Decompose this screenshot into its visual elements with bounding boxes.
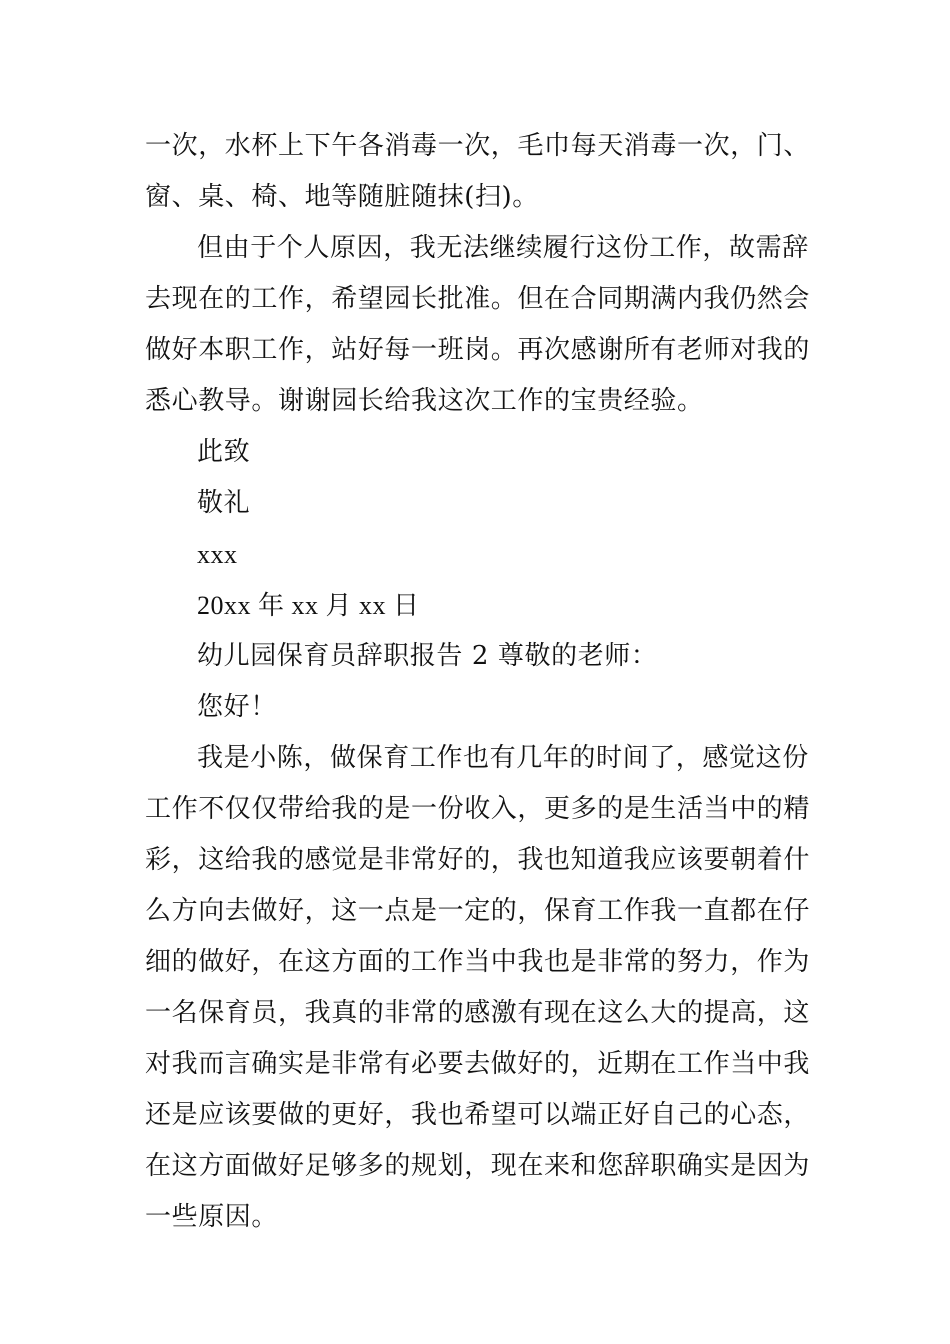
text-line: 工作不仅仅带给我的是一份收入，更多的是生活当中的精 [145, 794, 811, 824]
text-line: 彩，这给我的感觉是非常好的，我也知道我应该要朝着什 [145, 845, 811, 875]
signature-date: 20xx 年 xx 月 xx 日 [197, 591, 420, 620]
text-line: 细的做好，在这方面的工作当中我也是非常的努力，作为 [145, 947, 811, 977]
text-line: 还是应该要做的更好，我也希望可以端正好自己的心态， [145, 1100, 811, 1130]
text-line: 么方向去做好，这一点是一定的，保育工作我一直都在仔 [145, 896, 811, 926]
text-line: 但由于个人原因，我无法继续履行这份工作，故需辞 [197, 233, 809, 263]
text-line: 窗、桌、椅、地等随脏随抹(扫)。 [145, 182, 539, 212]
text-line: 在这方面做好足够多的规划，现在来和您辞职确实是因为 [145, 1151, 811, 1181]
text-line: 做好本职工作，站好每一班岗。再次感谢所有老师对我的 [145, 335, 811, 365]
document-body [145, 121, 810, 1243]
text-line: 我是小陈，做保育工作也有几年的时间了，感觉这份 [197, 743, 809, 773]
closing-regards: 敬礼 [197, 488, 251, 518]
text-line: 一名保育员，我真的非常的感激有现在这么大的提高，这 [145, 998, 811, 1028]
text-line: 对我而言确实是非常有必要去做好的，近期在工作当中我 [145, 1049, 811, 1079]
section-title: 幼儿园保育员辞职报告 2 尊敬的老师： [197, 641, 658, 671]
greeting: 您好！ [197, 692, 277, 722]
text-line: 悉心教导。谢谢园长给我这次工作的宝贵经验。 [145, 386, 704, 416]
text-line: 去现在的工作，希望园长批准。但在合同期满内我仍然会 [145, 284, 811, 314]
text-line: 一些原因。 [145, 1202, 279, 1232]
signature-name: xxx [197, 540, 238, 569]
text-line: 一次，水杯上下午各消毒一次，毛巾每天消毒一次，门、 [145, 131, 811, 161]
closing-salutation: 此致 [197, 437, 251, 467]
